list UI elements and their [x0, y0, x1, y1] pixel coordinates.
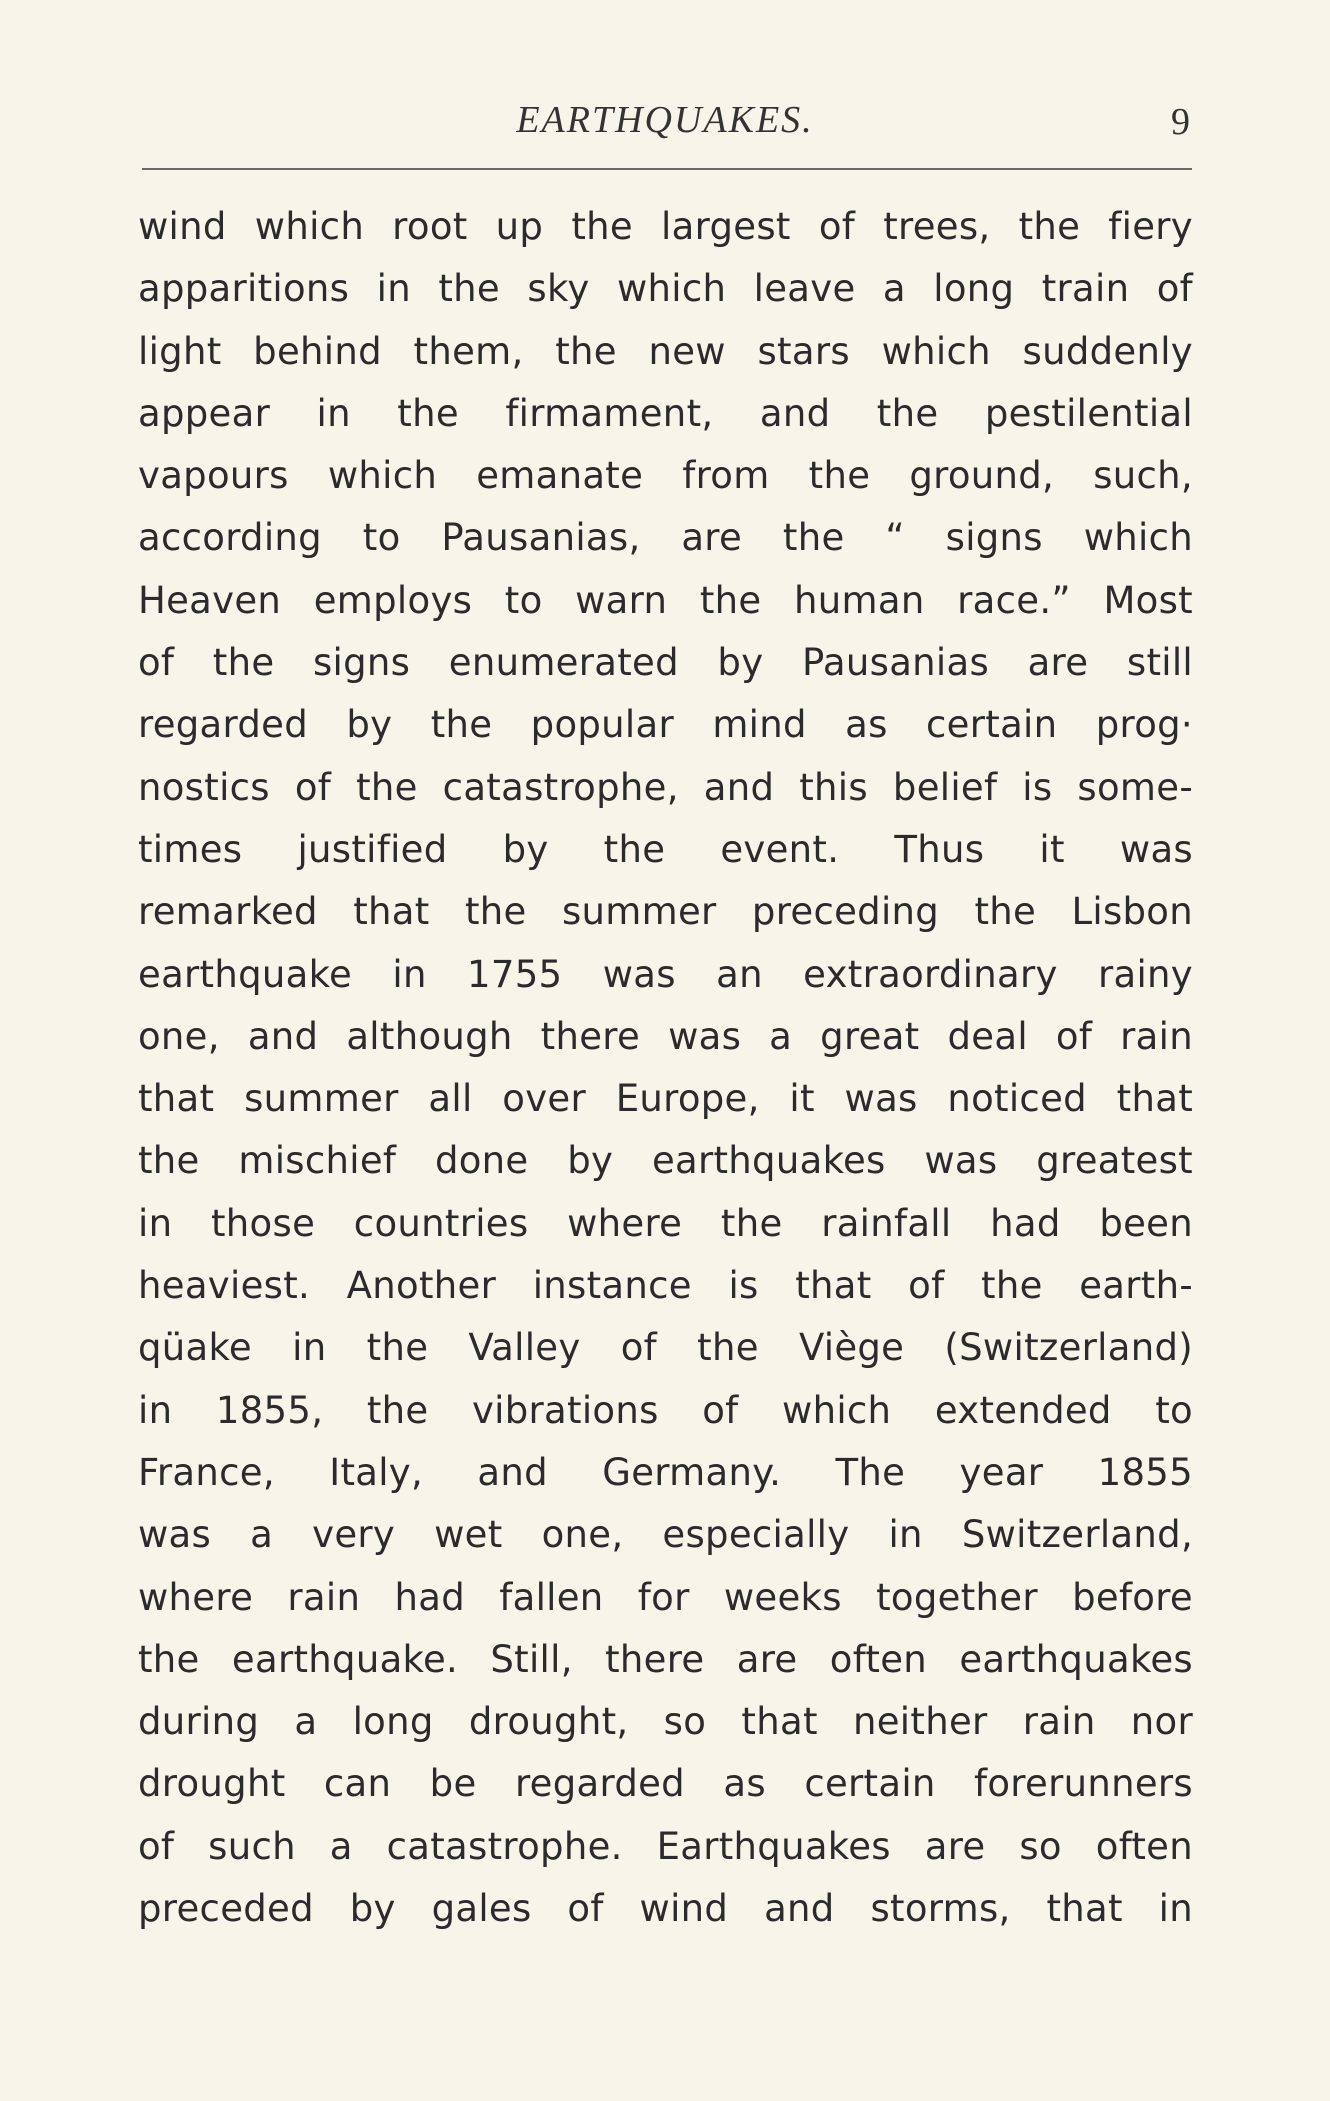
text-line: during a long drought, so that neither rain nor [138, 1700, 1193, 1744]
text-line: regarded by the popular mind as certain prog· [138, 703, 1193, 747]
text-line: in those countries where the rainfall had been [138, 1201, 1193, 1245]
text-line: that summer all over Europe, it was noticed that [138, 1077, 1193, 1121]
body-text [138, 196, 1193, 1940]
text-line: according to Pausanias, are the “ signs which [138, 516, 1193, 560]
text-line: drought can be regarded as certain forerunners [138, 1762, 1193, 1806]
text-line: times justified by the event. Thus it was [138, 827, 1193, 871]
text-line: nostics of the catastrophe, and this belief is some- [138, 765, 1193, 809]
text-line: light behind them, the new stars which suddenly [138, 329, 1193, 373]
text-line: heaviest. Another instance is that of the earth- [138, 1264, 1193, 1308]
text-line: vapours which emanate from the ground, such, [138, 454, 1193, 498]
text-line: in 1855, the vibrations of which extended to [138, 1388, 1193, 1432]
text-line: of the signs enumerated by Pausanias are still [138, 641, 1193, 685]
text-line: earthquake in 1755 was an extraordinary rainy [138, 952, 1193, 996]
text-line: remarked that the summer preceding the Lisbon [138, 890, 1193, 934]
text-line: one, and although there was a great deal of rain [138, 1014, 1193, 1058]
text-line: qüake in the Valley of the Viège (Switzerland) [138, 1326, 1193, 1370]
header-rule [142, 168, 1192, 170]
text-line: France, Italy, and Germany. The year 1855 [138, 1450, 1193, 1494]
text-line: preceded by gales of wind and storms, that in [138, 1887, 1193, 1931]
running-title: EARTHQUAKES. [516, 99, 814, 141]
text-line: the earthquake. Still, there are often earthquakes [138, 1637, 1193, 1681]
text-line: where rain had fallen for weeks together before [138, 1575, 1193, 1619]
text-line: apparitions in the sky which leave a long train of [138, 267, 1193, 311]
text-line: was a very wet one, especially in Switzerland, [138, 1513, 1193, 1557]
text-line: appear in the firmament, and the pestilential [138, 391, 1193, 435]
text-line: of such a catastrophe. Earthquakes are so often [138, 1824, 1193, 1868]
text-line: the mischief done by earthquakes was greatest [138, 1139, 1193, 1183]
text-line: Heaven employs to warn the human race.” Most [138, 578, 1193, 622]
running-head [140, 98, 1190, 148]
page-number: 9 [1171, 101, 1190, 143]
text-line: wind which root up the largest of trees, the fiery [138, 205, 1193, 248]
